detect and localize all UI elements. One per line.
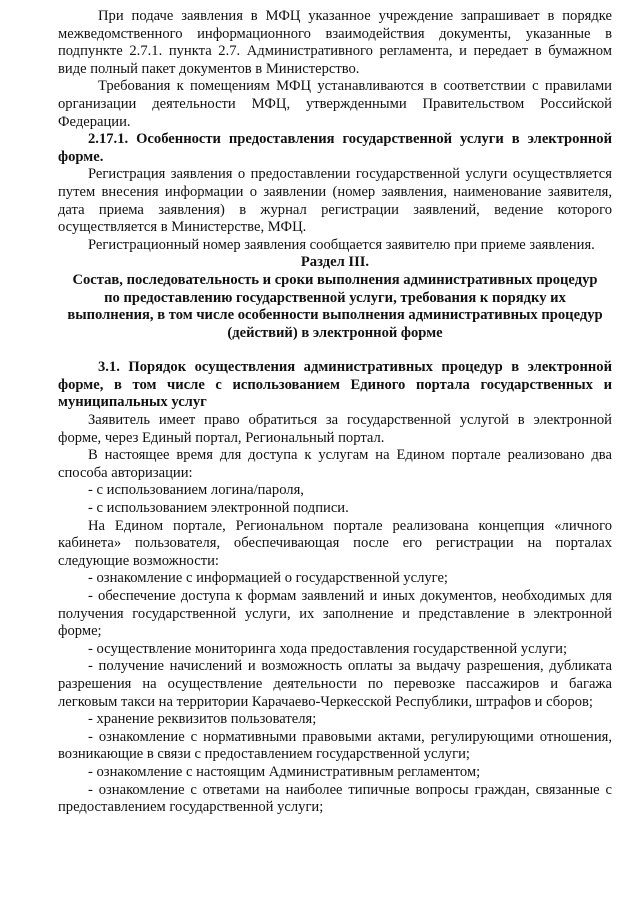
heading-3-1: 3.1. Порядок осуществления административных процедур в электронной форме, в том числе с использованием Единого портала государственных и муниципальных услуг bbox=[58, 359, 612, 411]
list-item: - ознакомление с нормативными правовыми актами, регулирующими отношения, возникающие в связи с предоставлением государственной услуги; bbox=[58, 728, 612, 763]
paragraph-personal-cabinet: На Едином портале, Региональном портале реализована концепция «личного кабинета» пользователя, обеспечивающая после его регистрации на порталах следующие возможности: bbox=[58, 517, 612, 569]
list-item-login: - с использованием логина/пароля, bbox=[88, 482, 304, 499]
list-item: - обеспечение доступа к формам заявлений и иных документов, необходимых для получения государственной услуги, их заполнение и представление в электронной форме; bbox=[58, 588, 612, 640]
paragraph-authorization: В настоящее время для доступа к услугам на Едином портале реализовано два способа авторизации: bbox=[58, 447, 612, 481]
section-number: Раздел III. bbox=[300, 254, 370, 271]
paragraph-registration: Регистрация заявления о предоставлении государственной услуги осуществляется путем внесения информации о заявлении (номер заявления, наименование заявителя, дата приема заявления) в журнал регистрации заявлений, ведение которого осуществляется в Министерстве, МФЦ. bbox=[58, 166, 612, 236]
list-item: - осуществление мониторинга хода предоставления государственной услуги; bbox=[88, 640, 568, 657]
paragraph-registration-number: Регистрационный номер заявления сообщается заявителю при приеме заявления. bbox=[88, 236, 595, 253]
paragraph-applicant-right: Заявитель имеет право обратиться за государственной услугой в электронной форме, через Единый портал, Региональный портал. bbox=[58, 412, 612, 446]
list-item: - хранение реквизитов пользователя; bbox=[88, 711, 317, 728]
list-item: - ознакомление с ответами на наиболее типичные вопросы граждан, связанные с предоставлением государственной услуги; bbox=[58, 781, 612, 816]
list-item: - получение начислений и возможность оплаты за выдачу разрешения, дубликата разрешения на осуществление деятельности по перевозке пассажиров и багажа легковым такси на территории Карачаево-Черкесской Республики, штрафов и сборов; bbox=[58, 658, 612, 710]
list-item: - ознакомление с настоящим Административным регламентом; bbox=[88, 763, 481, 780]
paragraph-mfc-requirements: Требования к помещениям МФЦ устанавливаются в соответствии с правилами организации деятельности МФЦ, утвержденными Правительством Российской Федерации. bbox=[58, 78, 612, 130]
list-item: - ознакомление с информацией о государственной услуге; bbox=[88, 570, 448, 587]
section-title: Состав, последовательность и сроки выполнения административных процедур по предоставлению государственной услуги, требования к порядку их выполнения, в том числе особенности выполнения административных процедур (действий) в электронной форме bbox=[67, 271, 603, 341]
paragraph-mfc-request: При подаче заявления в МФЦ указанное учреждение запрашивает в порядке межведомственного информационного взаимодействия документы, указанные в подпункте 2.7.1. пункта 2.7. Административного регламента, и передает в бумажном виде полный пакет документов в Министерство. bbox=[58, 8, 612, 77]
heading-2-17-1: 2.17.1. Особенности предоставления государственной услуги в электронной форме. bbox=[58, 131, 612, 165]
list-item-signature: - с использованием электронной подписи. bbox=[88, 500, 349, 517]
